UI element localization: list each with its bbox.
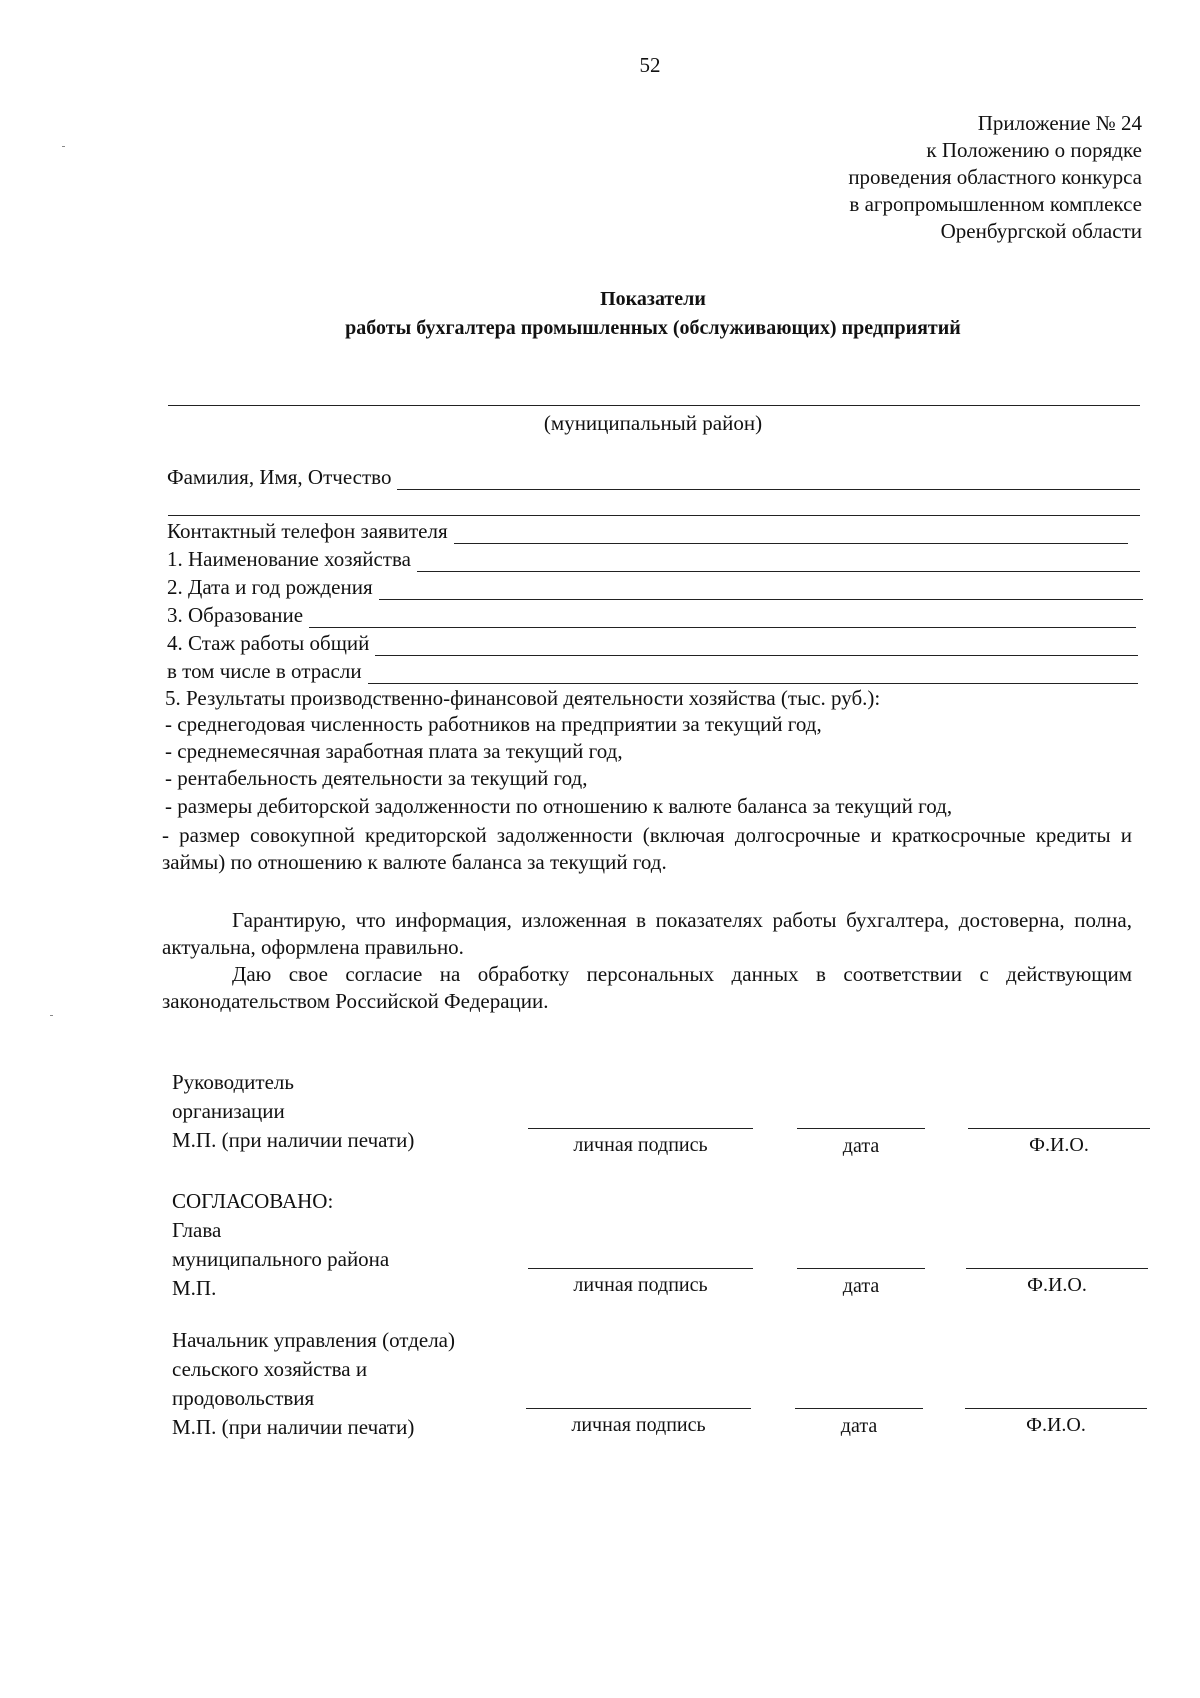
district-caption: (муниципальный район)	[543, 411, 763, 435]
fio-fill-line[interactable]	[397, 471, 1140, 490]
signature-line[interactable]	[528, 1128, 753, 1129]
district-field-line[interactable]	[168, 405, 1140, 406]
signatory-line: сельского хозяйства и	[172, 1357, 368, 1381]
appendix-line: к Положению о порядке	[926, 138, 1142, 162]
fio-continuation-line[interactable]	[168, 515, 1140, 516]
appendix-line: Оренбургской области	[940, 219, 1142, 243]
name-caption: Ф.И.О.	[1029, 1134, 1089, 1156]
experience-fill-line[interactable]	[375, 637, 1138, 656]
education-fill-line[interactable]	[309, 609, 1136, 628]
signature-line[interactable]	[528, 1268, 753, 1269]
date-line[interactable]	[795, 1408, 923, 1409]
scan-speck	[62, 146, 65, 147]
document-subtitle: работы бухгалтера промышленных (обслуживающих) предприятий	[345, 317, 961, 339]
date-caption: дата	[842, 1275, 880, 1297]
signatory-line: М.П.	[172, 1276, 217, 1300]
name-caption: Ф.И.О.	[1026, 1414, 1086, 1436]
signatory-line: Глава	[172, 1218, 222, 1242]
signature-caption: личная подпись	[571, 1414, 706, 1436]
date-line[interactable]	[797, 1268, 925, 1269]
document-title: Показатели	[600, 288, 706, 310]
appendix-line: проведения областного конкурса	[848, 165, 1142, 189]
farm-name-field[interactable]	[167, 546, 1140, 572]
results-heading: 5. Результаты производственно-финансовой деятельности хозяйства (тыс. руб.):	[165, 686, 881, 710]
signatory-line: организации	[172, 1099, 285, 1123]
farm-name-fill-line[interactable]	[417, 553, 1140, 572]
results-item: - размеры дебиторской задолженности по отношению к валюте баланса за текущий год,	[165, 794, 953, 818]
signatory-line: М.П. (при наличии печати)	[172, 1128, 415, 1152]
phone-label: Контактный телефон заявителя	[167, 519, 448, 543]
industry-experience-fill-line[interactable]	[368, 665, 1138, 684]
phone-field[interactable]	[167, 518, 1128, 544]
name-line[interactable]	[965, 1408, 1147, 1409]
birth-fill-line[interactable]	[379, 581, 1143, 600]
industry-experience-field[interactable]	[167, 658, 1138, 684]
signatory-line: СОГЛАСОВАНО:	[172, 1189, 334, 1213]
date-line[interactable]	[797, 1128, 925, 1129]
farm-name-label: 1. Наименование хозяйства	[167, 547, 411, 571]
education-label: 3. Образование	[167, 603, 304, 627]
signatory-line: Начальник управления (отдела)	[172, 1328, 455, 1352]
guarantee-paragraph: Гарантирую, что информация, изложенная в показателях работы бухгалтера, достоверна, полна, актуальна, оформлена правильно.	[162, 908, 1132, 959]
phone-fill-line[interactable]	[454, 525, 1128, 544]
signatory-director	[172, 1068, 414, 1155]
industry-experience-label: в том числе в отрасли	[167, 659, 362, 683]
results-item: - среднегодовая численность работников на предприятии за текущий год,	[165, 712, 822, 736]
birth-field[interactable]	[167, 574, 1143, 600]
date-caption: дата	[842, 1135, 880, 1157]
education-field[interactable]	[167, 602, 1136, 628]
page-number: 52	[639, 53, 661, 77]
consent-paragraph: Даю свое согласие на обработку персональных данных в соответствии с действующим законодательством Российской Федерации.	[162, 962, 1132, 1013]
fio-field[interactable]	[167, 464, 1140, 490]
appendix-header	[848, 110, 1142, 245]
appendix-line: Приложение № 24	[977, 111, 1142, 135]
date-caption: дата	[840, 1415, 878, 1437]
appendix-line: в агропромышленном комплексе	[849, 192, 1142, 216]
experience-field[interactable]	[167, 630, 1138, 656]
name-line[interactable]	[968, 1128, 1150, 1129]
signatory-line: Руководитель	[172, 1070, 294, 1094]
signatory-line: М.П. (при наличии печати)	[172, 1415, 415, 1439]
name-caption: Ф.И.О.	[1027, 1274, 1087, 1296]
results-item: - среднемесячная заработная плата за текущий год,	[165, 739, 623, 763]
signature-line[interactable]	[526, 1408, 751, 1409]
signatory-agriculture-head	[172, 1326, 455, 1442]
signatory-district-head	[172, 1187, 389, 1303]
results-item: - рентабельность деятельности за текущий год,	[165, 766, 588, 790]
results-item: - размер совокупной кредиторской задолженности (включая долгосрочные и краткосрочные кредиты и займы) по отношению к валюте баланса за текущий год.	[162, 823, 1132, 874]
birth-label: 2. Дата и год рождения	[167, 575, 373, 599]
signature-caption: личная подпись	[573, 1274, 708, 1296]
experience-label: 4. Стаж работы общий	[167, 631, 370, 655]
name-line[interactable]	[966, 1268, 1148, 1269]
signature-caption: личная подпись	[573, 1134, 708, 1156]
signatory-line: продовольствия	[172, 1386, 315, 1410]
signatory-line: муниципального района	[172, 1247, 390, 1271]
scan-speck	[50, 1015, 53, 1016]
fio-label: Фамилия, Имя, Отчество	[167, 465, 392, 489]
